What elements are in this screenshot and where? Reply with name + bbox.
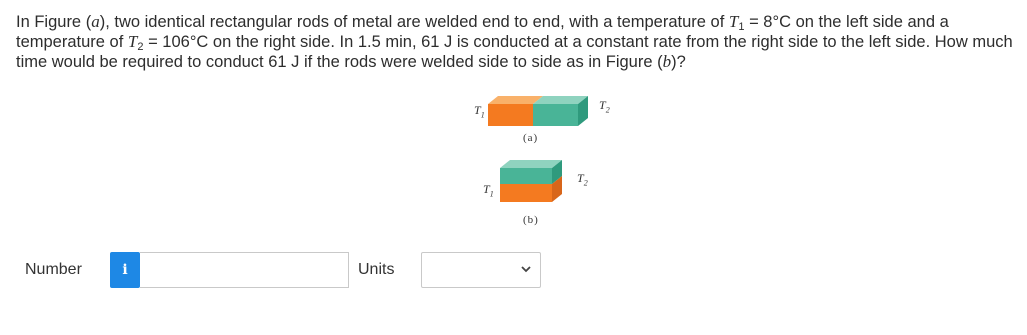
number-label: Number [25,261,82,278]
figure-a-t2-label: $T_2$ [599,98,610,115]
chevron-down-icon [520,263,532,275]
figure-b-t1-label: $T_1$ [483,182,494,199]
units-label: Units [358,261,395,278]
question-text: In Figure (a), two identical rectangular rods of metal are welded end to end, with a temperature of $T_1 = 8^\circ C$ on the left side and a temperature of $T_2 = 106^\circ C$ on the right side. In 1.5 min, 61 J is conducted at a constant rate from the right side to the left side. How much time would be required to conduct 61 J if the rods were welded side to side as in Figure (b)? [16,12,1013,71]
number-input[interactable] [140,252,349,288]
figure-b-rods [500,160,570,210]
answer-row [25,252,585,288]
figure-b-t2-label: $T_2$ [577,171,588,188]
figure-b-caption: (b) [523,214,539,226]
figure-a-t1-label: $T_1$ [474,103,485,120]
info-icon[interactable]: i [110,252,140,288]
figure-a-rods [488,96,598,128]
figure-a-caption: (a) [523,132,539,144]
units-select[interactable] [421,252,541,288]
